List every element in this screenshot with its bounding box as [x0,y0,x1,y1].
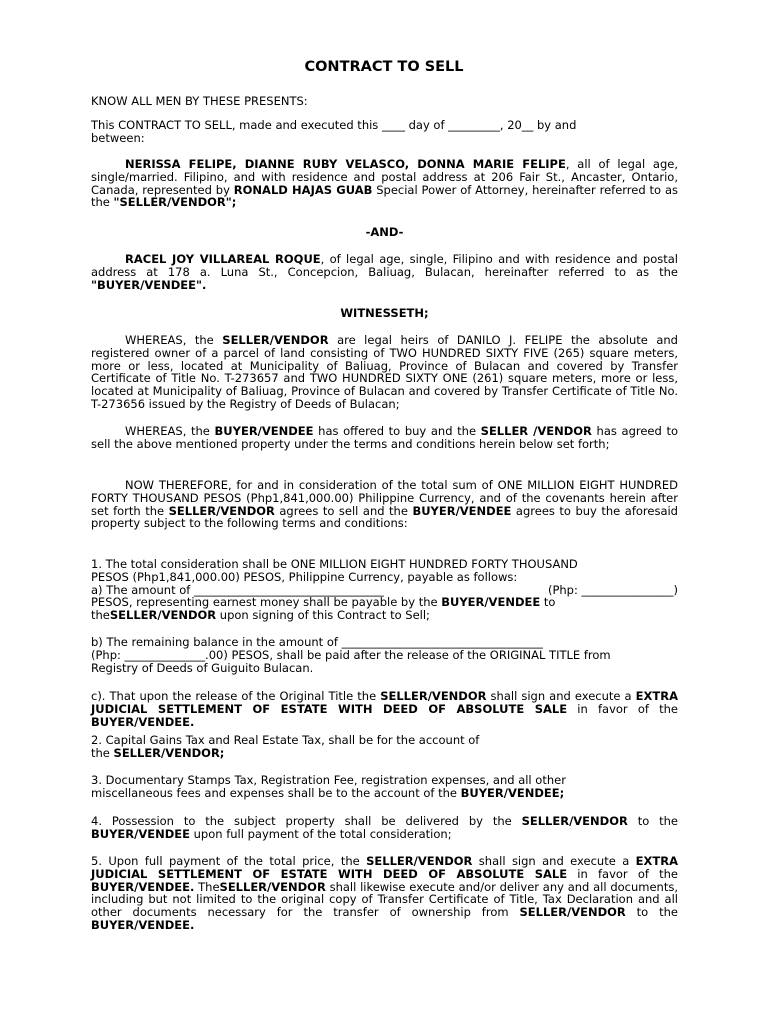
seller-text-1: , all of legal age, single/married. Filipino, and with residence and postal address at 206 Fair St., Ancaster, Ontario, Canada, represented by [91,157,678,197]
buyer-vendee-term: BUYER/VENDEE [214,424,314,438]
item-5-text-d: The [194,879,220,894]
item-1c-text-c: in favor of the [567,701,678,716]
buyer-vendee-term: BUYER/VENDEE [441,595,541,610]
buyer-vendee-term: BUYER/VENDEE [91,826,190,841]
seller-text-2: Special Power of Attorney, hereinafter referred to as the [91,182,678,210]
item-5-text-b: shall sign and execute a [472,854,636,868]
item-4 [91,815,678,841]
whereas-2-text-b: has offered to buy and the [313,424,481,438]
item-3-text: miscellaneous fees and expenses shall be to the account of the [91,785,461,800]
item-1a-text-to: to [540,595,556,610]
item-5-text-e: shall likewise execute and/or deliver any and all documents, including but not limited to the original copy of Transfer Certificate of Title, Tax Declaration and all other documents necessary for the transfer of ownership from [91,879,678,920]
seller-names: NERISSA FELIPE, DIANNE RUBY VELASCO, DONNA MARIE FELIPE [125,157,566,171]
intro-paragraph [91,119,678,145]
whereas-1-text-a: WHEREAS, the [125,333,223,347]
buyer-vendee-term: BUYER/VENDEE. [91,714,195,729]
seller-vendor-term: SELLER/VENDOR [380,689,487,703]
item-5 [91,855,678,932]
whereas-2-text-c: has agreed to sell the above mentioned property under the terms and conditions herein below set forth; [91,424,678,451]
seller-representative: RONALD HAJAS GUAB [233,182,373,197]
buyer-vendee-term: BUYER/VENDEE; [460,785,565,800]
item-1c-text-b: shall sign and execute a [486,689,636,703]
item-2-text-the: the [91,745,114,760]
opening-line: KNOW ALL MEN BY THESE PRESENTS: [91,94,308,108]
whereas-2-text-a: WHEREAS, the [125,424,215,438]
buyer-vendee-term: BUYER/VENDEE. [91,879,195,894]
seller-vendor-term: SELLER/VENDOR [519,905,626,920]
item-1b-line-3: Registry of Deeds of Guiguito Bulacan. [91,660,314,675]
buyer-vendee-term: BUYER/VENDEE. [91,917,195,932]
item-2 [91,734,678,760]
seller-vendor-term: SELLER/VENDOR [168,503,275,518]
item-1a-amount-blank: a) The amount of _________________________________ [91,582,384,597]
item-1c [91,690,678,728]
buyer-label: "BUYER/VENDEE". [91,277,207,292]
item-1a-text: PESOS, representing earnest money shall be payable by the [91,595,442,610]
item-4-text-c: upon full payment of the total consideration; [189,826,452,841]
buyer-paragraph [91,253,678,291]
seller-vendor-term: SELLER/VENDOR [366,854,473,868]
intro-line-2: between: [91,130,145,145]
extra-judicial-settlement-term: EXTRA JUDICIAL SETTLEMENT OF ESTATE WITH DEED OF ABSOLUTE SALE [91,854,678,881]
item-3-line-1: 3. Documentary Stamps Tax, Registration Fee, registration expenses, and all other [91,773,566,787]
extra-judicial-settlement-term: EXTRA JUDICIAL SETTLEMENT OF ESTATE WITH DEED OF ABSOLUTE SALE [91,689,678,716]
now-therefore-text-b: agrees to sell and the [274,503,413,518]
now-therefore-text-a: NOW THEREFORE, for and in consideration of the total sum of ONE MILLION EIGHT HUNDRED FORTY THOUSAND PESOS (Php1,841,000.00) Philippine Currency, and of the covenants herein after set forth the [91,478,678,518]
and-separator: -AND- [365,225,404,239]
item-1c-text-a: c). That upon the release of the Original Title the [91,689,381,703]
item-1b-line-2: (Php: ______________.00) PESOS, shall be paid after the release of the ORIGINAL TITLE from [91,647,611,662]
item-3 [91,774,678,800]
item-1-line-2: PESOS (Php1,841,000.00) PESOS, Philippine Currency, payable as follows: [91,569,518,584]
document-title: CONTRACT TO SELL [304,59,464,75]
item-1b [91,636,678,674]
buyer-text-1: , of legal age, single, Filipino and with residence and postal address at 178 a. Luna St., Concepcion, Baliuag, Bulacan, hereinafter referred to as the [91,252,678,279]
item-5-text-f: to the [625,905,678,920]
item-4-text-b: to the [627,814,679,828]
whereas-1-text-b: are legal heirs of DANILO J. FELIPE the absolute and registered owner of a parcel of land consisting of TWO HUNDRED SIXTY FIVE (265) square meters, more or less, located at Municipality of Baliuag, Province of Bulacan and covered by Transfer Certificate of Title No. T-273657 and TWO HUNDRED SIXTY ONE (261) square meters, more or less, located at Municipality of Baliuag, Province of Bulacan and covered by Transfer Certificate of Title No. T-273656 issued by the Registry of Deeds of Bulacan; [91,333,678,411]
item-5-text-a: 5. Upon full payment of the total price, the [91,854,367,868]
seller-vendor-term: SELLER /VENDOR [480,424,592,438]
seller-vendor-term: SELLER/VENDOR [219,879,326,894]
now-therefore-text-c: agrees to buy the aforesaid property subject to the following terms and conditions: [91,503,678,531]
seller-label: "SELLER/VENDOR"; [113,195,237,210]
seller-vendor-term: SELLER/VENDOR [521,814,628,828]
item-3-line-2 [91,787,678,800]
item-1 [91,558,678,622]
item-2-line-2 [91,747,678,760]
item-1a-line-3 [91,609,678,622]
item-1-line-1: 1. The total consideration shall be ONE MILLION EIGHT HUNDRED FORTY THOUSAND [91,557,578,571]
item-1a-text-the: the [91,608,110,623]
seller-vendor-term: SELLER/VENDOR; [113,745,225,760]
item-1b-line-1: b) The remaining balance in the amount of ___________________________________ [91,635,543,649]
buyer-name: RACEL JOY VILLAREAL ROQUE [125,252,321,266]
item-4-text-a: 4. Possession to the subject property shall be delivered by the [91,814,522,828]
whereas-1-paragraph [91,334,678,411]
item-2-line-1: 2. Capital Gains Tax and Real Estate Tax, shall be for the account of [91,733,480,747]
witnesseth-heading: WITNESSETH; [340,306,429,320]
intro-line-1: This CONTRACT TO SELL, made and executed this ____ day of _________, 20__ by and [91,118,577,132]
item-1a-php-blank: (Php: ________________) [547,582,678,597]
now-therefore-paragraph [91,479,678,530]
seller-vendor-term: SELLER/VENDOR [222,333,329,347]
seller-paragraph [91,158,678,209]
buyer-vendee-term: BUYER/VENDEE [412,503,512,518]
whereas-2-paragraph [91,425,678,451]
item-1a-text-end: upon signing of this Contract to Sell; [216,608,430,623]
seller-vendor-term: SELLER/VENDOR [109,608,217,623]
item-5-text-c: in favor of the [567,866,678,881]
